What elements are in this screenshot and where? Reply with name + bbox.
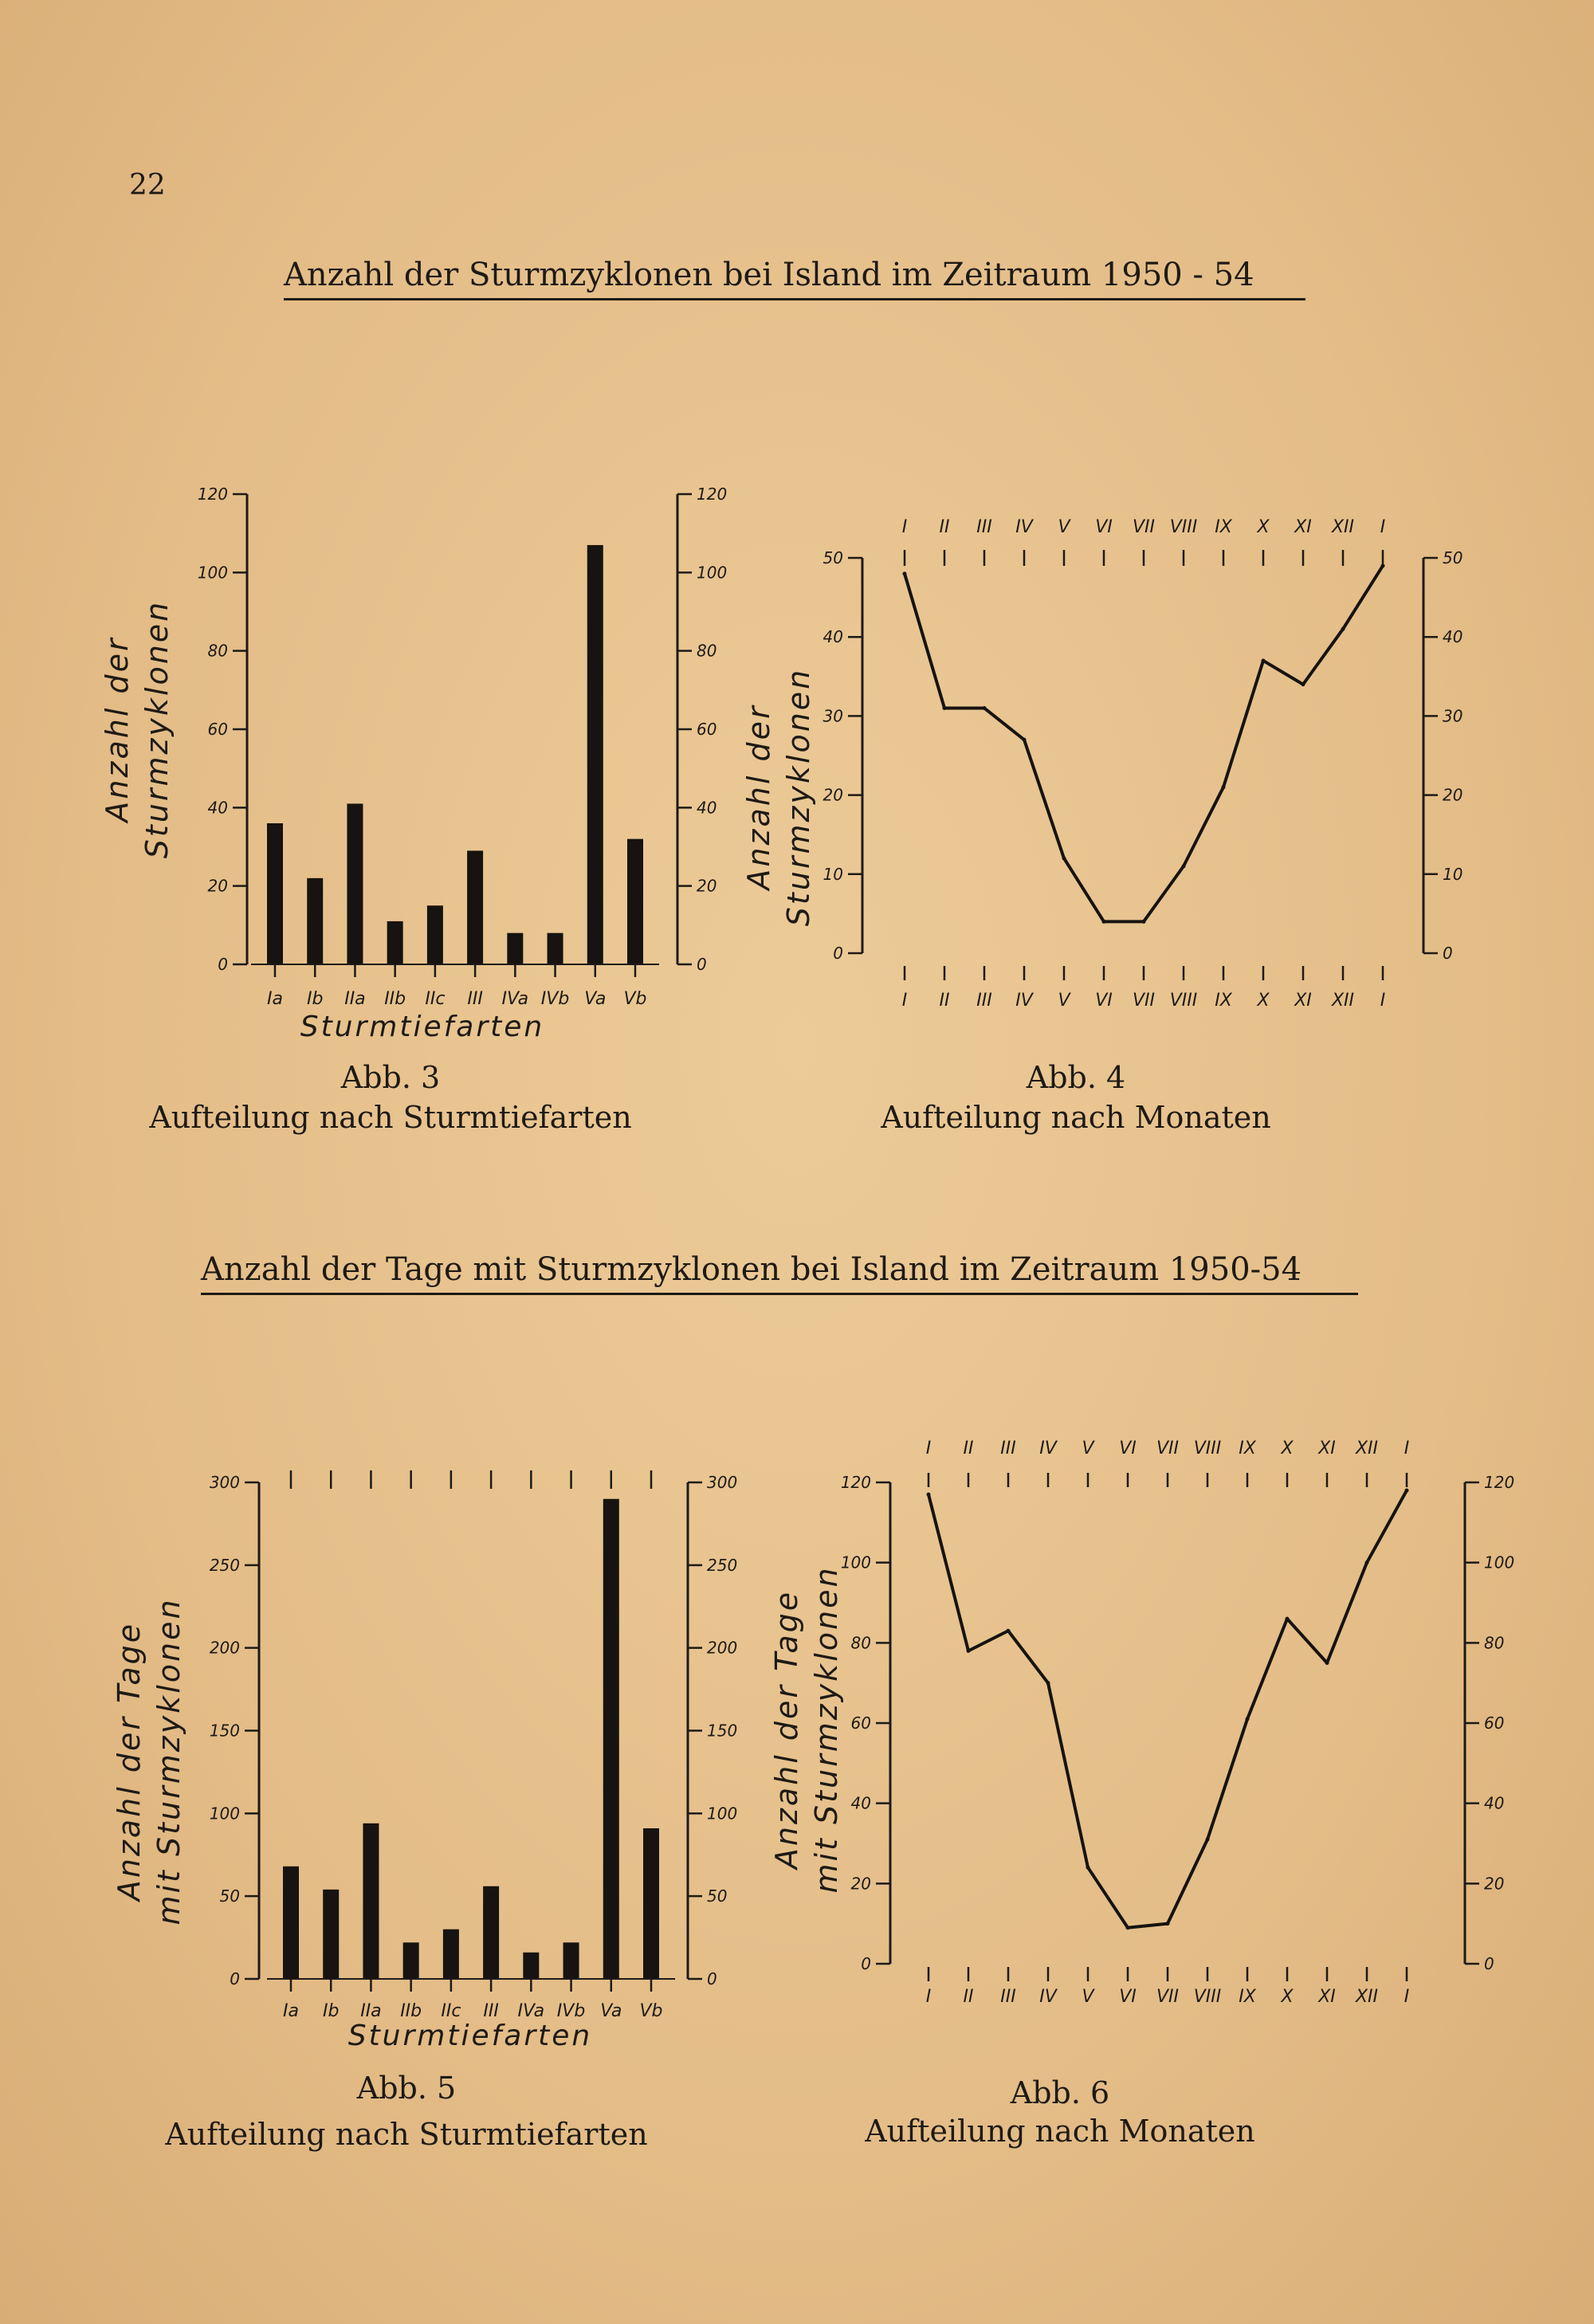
y-axis-label: mit Sturmzyklonen [151, 1597, 186, 1926]
data-point-5 [1126, 1926, 1130, 1929]
y-tick-label-right: 0 [1484, 1954, 1494, 1973]
x-tick-label: IVb [556, 2001, 586, 2021]
y-tick-label-left: 120 [197, 485, 228, 504]
y-tick-label-right: 200 [707, 1638, 738, 1658]
y-tick-label-right: 0 [697, 955, 707, 974]
data-point-7 [1206, 1837, 1210, 1841]
x-tick-label-bottom: IV [1039, 1987, 1057, 2007]
x-tick-label-bottom: IV [1015, 991, 1033, 1011]
y-tick-label-left: 0 [833, 944, 843, 963]
x-tick-label-bottom: III [1000, 1987, 1016, 2007]
x-tick-label-bottom: XI [1318, 1987, 1336, 2007]
data-point-8 [1246, 1717, 1250, 1721]
x-tick-label-top: III [1000, 1439, 1016, 1458]
x-tick-label-bottom: VII [1156, 1987, 1180, 2007]
y-tick-label-right: 120 [697, 485, 728, 504]
data-point-0 [927, 1493, 931, 1497]
x-axis-label: Sturmtiefarten [347, 2020, 593, 2052]
x-tick-label-top: V [1058, 517, 1070, 537]
caption-abb6: Aufteilung nach Monaten [865, 2114, 1255, 2149]
x-axis-label: Sturmtiefarten [300, 1011, 545, 1043]
x-tick-label-top: II [963, 1439, 974, 1458]
x-tick-label-top: VII [1156, 1439, 1180, 1458]
y-tick-label-left: 80 [850, 1633, 871, 1653]
x-tick-label-top: VIII [1193, 1439, 1222, 1458]
page-number: 22 [129, 169, 166, 202]
y-tick-label-left: 0 [230, 1969, 240, 1988]
x-tick-label: Ia [267, 989, 283, 1009]
y-axis-label: Anzahl der [741, 704, 776, 890]
y-tick-label-left: 100 [197, 563, 228, 583]
x-tick-label-top: IX [1215, 517, 1232, 537]
y-tick-label-left: 20 [850, 1874, 871, 1894]
y-tick-label-left: 0 [861, 1954, 871, 1973]
y-tick-label-right: 100 [697, 563, 728, 583]
y-tick-label-left: 20 [207, 876, 228, 896]
figure-label-abb3: Abb. 3 [340, 1060, 441, 1095]
y-axis-label: Anzahl der [100, 636, 135, 822]
x-tick-label-top: I [1404, 1439, 1410, 1458]
y-tick-label-left: 120 [840, 1473, 871, 1492]
y-tick-label-right: 20 [1484, 1874, 1505, 1894]
x-tick-label-top: X [1257, 517, 1270, 537]
x-tick-label-top: VII [1132, 517, 1156, 537]
y-tick-label-right: 300 [707, 1473, 738, 1492]
y-tick-label-right: 120 [1484, 1473, 1515, 1492]
x-tick-label-bottom: V [1082, 1987, 1094, 2007]
x-tick-label: IIa [360, 2001, 382, 2021]
y-tick-label-left: 60 [207, 720, 228, 739]
y-axis-label: Anzahl der Tage [769, 1589, 804, 1870]
x-tick-label-top: XII [1331, 517, 1355, 537]
x-tick-label-bottom: X [1281, 1987, 1294, 2007]
x-tick-label-bottom: VIII [1169, 991, 1198, 1011]
x-tick-label-top: XII [1355, 1439, 1379, 1458]
x-tick-label-top: I [1380, 517, 1386, 537]
y-tick-label-right: 10 [1443, 864, 1463, 884]
x-tick-label-bottom: I [901, 991, 908, 1011]
x-tick-label-top: XI [1294, 517, 1312, 537]
data-point-11 [1365, 1560, 1369, 1564]
x-tick-label: IVb [540, 989, 570, 1009]
caption-abb4: Aufteilung nach Monaten [881, 1100, 1271, 1135]
x-tick-label-top: VI [1095, 517, 1113, 537]
data-point-2 [1007, 1629, 1011, 1633]
data-point-6 [1166, 1922, 1170, 1926]
y-tick-label-left: 0 [218, 955, 228, 974]
y-tick-label-right: 60 [1484, 1714, 1505, 1733]
data-point-1 [967, 1649, 971, 1653]
x-tick-label-bottom: VI [1095, 991, 1113, 1011]
y-axis-label: Sturmzyklonen [781, 667, 816, 927]
x-tick-label-bottom: I [1404, 1987, 1410, 2007]
x-tick-label: Ib [322, 2001, 340, 2021]
x-tick-label: Va [584, 989, 607, 1009]
figure-label-abb6: Abb. 6 [1010, 2075, 1110, 2110]
y-tick-label-left: 100 [209, 1804, 240, 1823]
y-tick-label-left: 30 [823, 706, 843, 726]
x-tick-label-bottom: III [976, 991, 992, 1011]
x-tick-label-bottom: I [1380, 991, 1386, 1011]
x-tick-label: Vb [623, 989, 647, 1009]
y-tick-label-right: 20 [1443, 785, 1463, 805]
x-tick-label-bottom: IX [1239, 1987, 1256, 2007]
x-tick-label: III [483, 2001, 499, 2021]
y-tick-label-left: 40 [850, 1793, 871, 1813]
y-tick-label-right: 20 [697, 876, 717, 896]
y-tick-label-left: 50 [823, 548, 843, 567]
x-tick-label-top: XI [1318, 1439, 1336, 1458]
y-tick-label-right: 150 [707, 1721, 738, 1741]
x-tick-label-top: I [925, 1439, 932, 1458]
y-tick-label-right: 50 [707, 1886, 728, 1906]
y-tick-label-right: 0 [1443, 944, 1453, 963]
caption-abb3: Aufteilung nach Sturmtiefarten [149, 1100, 632, 1135]
y-tick-label-left: 200 [209, 1638, 240, 1658]
x-tick-label-bottom: V [1058, 991, 1070, 1011]
x-tick-label: IIc [441, 2001, 461, 2021]
x-tick-label-top: IV [1039, 1439, 1057, 1458]
y-tick-label-right: 40 [1484, 1793, 1505, 1813]
x-tick-label-top: II [939, 517, 950, 537]
x-tick-label-top: V [1082, 1439, 1094, 1458]
x-tick-label: IVa [517, 2001, 545, 2021]
x-tick-label-bottom: XI [1294, 991, 1312, 1011]
x-tick-label: IVa [501, 989, 529, 1009]
x-tick-label-bottom: II [939, 991, 950, 1011]
y-tick-label-right: 250 [707, 1555, 738, 1575]
y-axis-label: mit Sturmzyklonen [809, 1565, 844, 1894]
x-tick-label: IIb [400, 2001, 422, 2021]
y-tick-label-right: 100 [1484, 1553, 1515, 1572]
x-tick-label: IIa [344, 989, 366, 1009]
data-point-12 [1405, 1489, 1409, 1493]
series-line [929, 1490, 1407, 1928]
y-tick-label-right: 60 [697, 720, 717, 739]
x-tick-label-top: IX [1239, 1439, 1256, 1458]
y-tick-label-right: 80 [697, 641, 717, 661]
y-axis-label: Anzahl der Tage [112, 1621, 147, 1902]
y-tick-label-right: 40 [1443, 627, 1463, 647]
y-tick-label-right: 50 [1443, 548, 1463, 567]
section-title-2: Anzahl der Tage mit Sturmzyklonen bei Island im Zeitraum 1950-54 [201, 1251, 1302, 1288]
x-tick-label-top: I [901, 517, 908, 537]
x-tick-label: Ib [306, 989, 324, 1009]
y-tick-label-left: 50 [219, 1886, 240, 1906]
x-tick-label-bottom: X [1257, 991, 1270, 1011]
x-tick-label-bottom: IX [1215, 991, 1232, 1011]
caption-abb5: Aufteilung nach Sturmtiefarten [165, 2117, 648, 2152]
y-tick-label-left: 60 [850, 1714, 871, 1733]
y-tick-label-left: 40 [823, 627, 843, 647]
y-tick-label-left: 10 [823, 864, 843, 884]
x-tick-label: Va [600, 2001, 622, 2021]
y-tick-label-left: 20 [823, 785, 843, 805]
x-tick-label: Ia [283, 2001, 299, 2021]
x-tick-label-bottom: VIII [1193, 1987, 1222, 2007]
data-point-4 [1086, 1866, 1090, 1870]
figure-label-abb4: Abb. 4 [1026, 1060, 1126, 1095]
y-tick-label-left: 40 [207, 798, 228, 818]
x-tick-label: III [467, 989, 483, 1009]
data-point-3 [1046, 1681, 1050, 1685]
x-tick-label-bottom: II [963, 1987, 974, 2007]
section-title-1: Anzahl der Sturmzyklonen bei Island im Zeitraum 1950 - 54 [284, 257, 1254, 293]
figure-label-abb5: Abb. 5 [356, 2071, 457, 2106]
y-tick-label-right: 80 [1484, 1633, 1505, 1653]
x-tick-label-top: III [976, 517, 992, 537]
x-tick-label: IIc [425, 989, 446, 1009]
x-tick-label-top: IV [1015, 517, 1033, 537]
x-tick-label-top: X [1281, 1439, 1294, 1458]
y-tick-label-left: 300 [209, 1473, 240, 1492]
x-tick-label: Vb [639, 2001, 663, 2021]
x-tick-label-top: VI [1119, 1439, 1137, 1458]
data-point-10 [1325, 1661, 1329, 1665]
y-tick-label-right: 0 [707, 1969, 717, 1988]
x-tick-label-bottom: XII [1331, 991, 1355, 1011]
data-point-9 [1286, 1617, 1290, 1621]
x-tick-label-bottom: VI [1119, 1987, 1137, 2007]
y-tick-label-left: 80 [207, 641, 228, 661]
x-tick-label-bottom: VII [1132, 991, 1156, 1011]
y-tick-label-right: 30 [1443, 706, 1463, 726]
x-tick-label-bottom: I [925, 1987, 932, 2007]
y-tick-label-right: 100 [707, 1804, 738, 1823]
y-tick-label-left: 250 [209, 1555, 240, 1575]
x-tick-label-bottom: XII [1355, 1987, 1379, 2007]
y-tick-label-right: 40 [697, 798, 717, 818]
y-axis-label: Sturmzyklonen [139, 599, 175, 859]
x-tick-label: IIb [384, 989, 406, 1009]
x-tick-label-top: VIII [1169, 517, 1198, 537]
y-tick-label-left: 150 [209, 1721, 240, 1741]
y-tick-label-left: 100 [840, 1553, 871, 1572]
